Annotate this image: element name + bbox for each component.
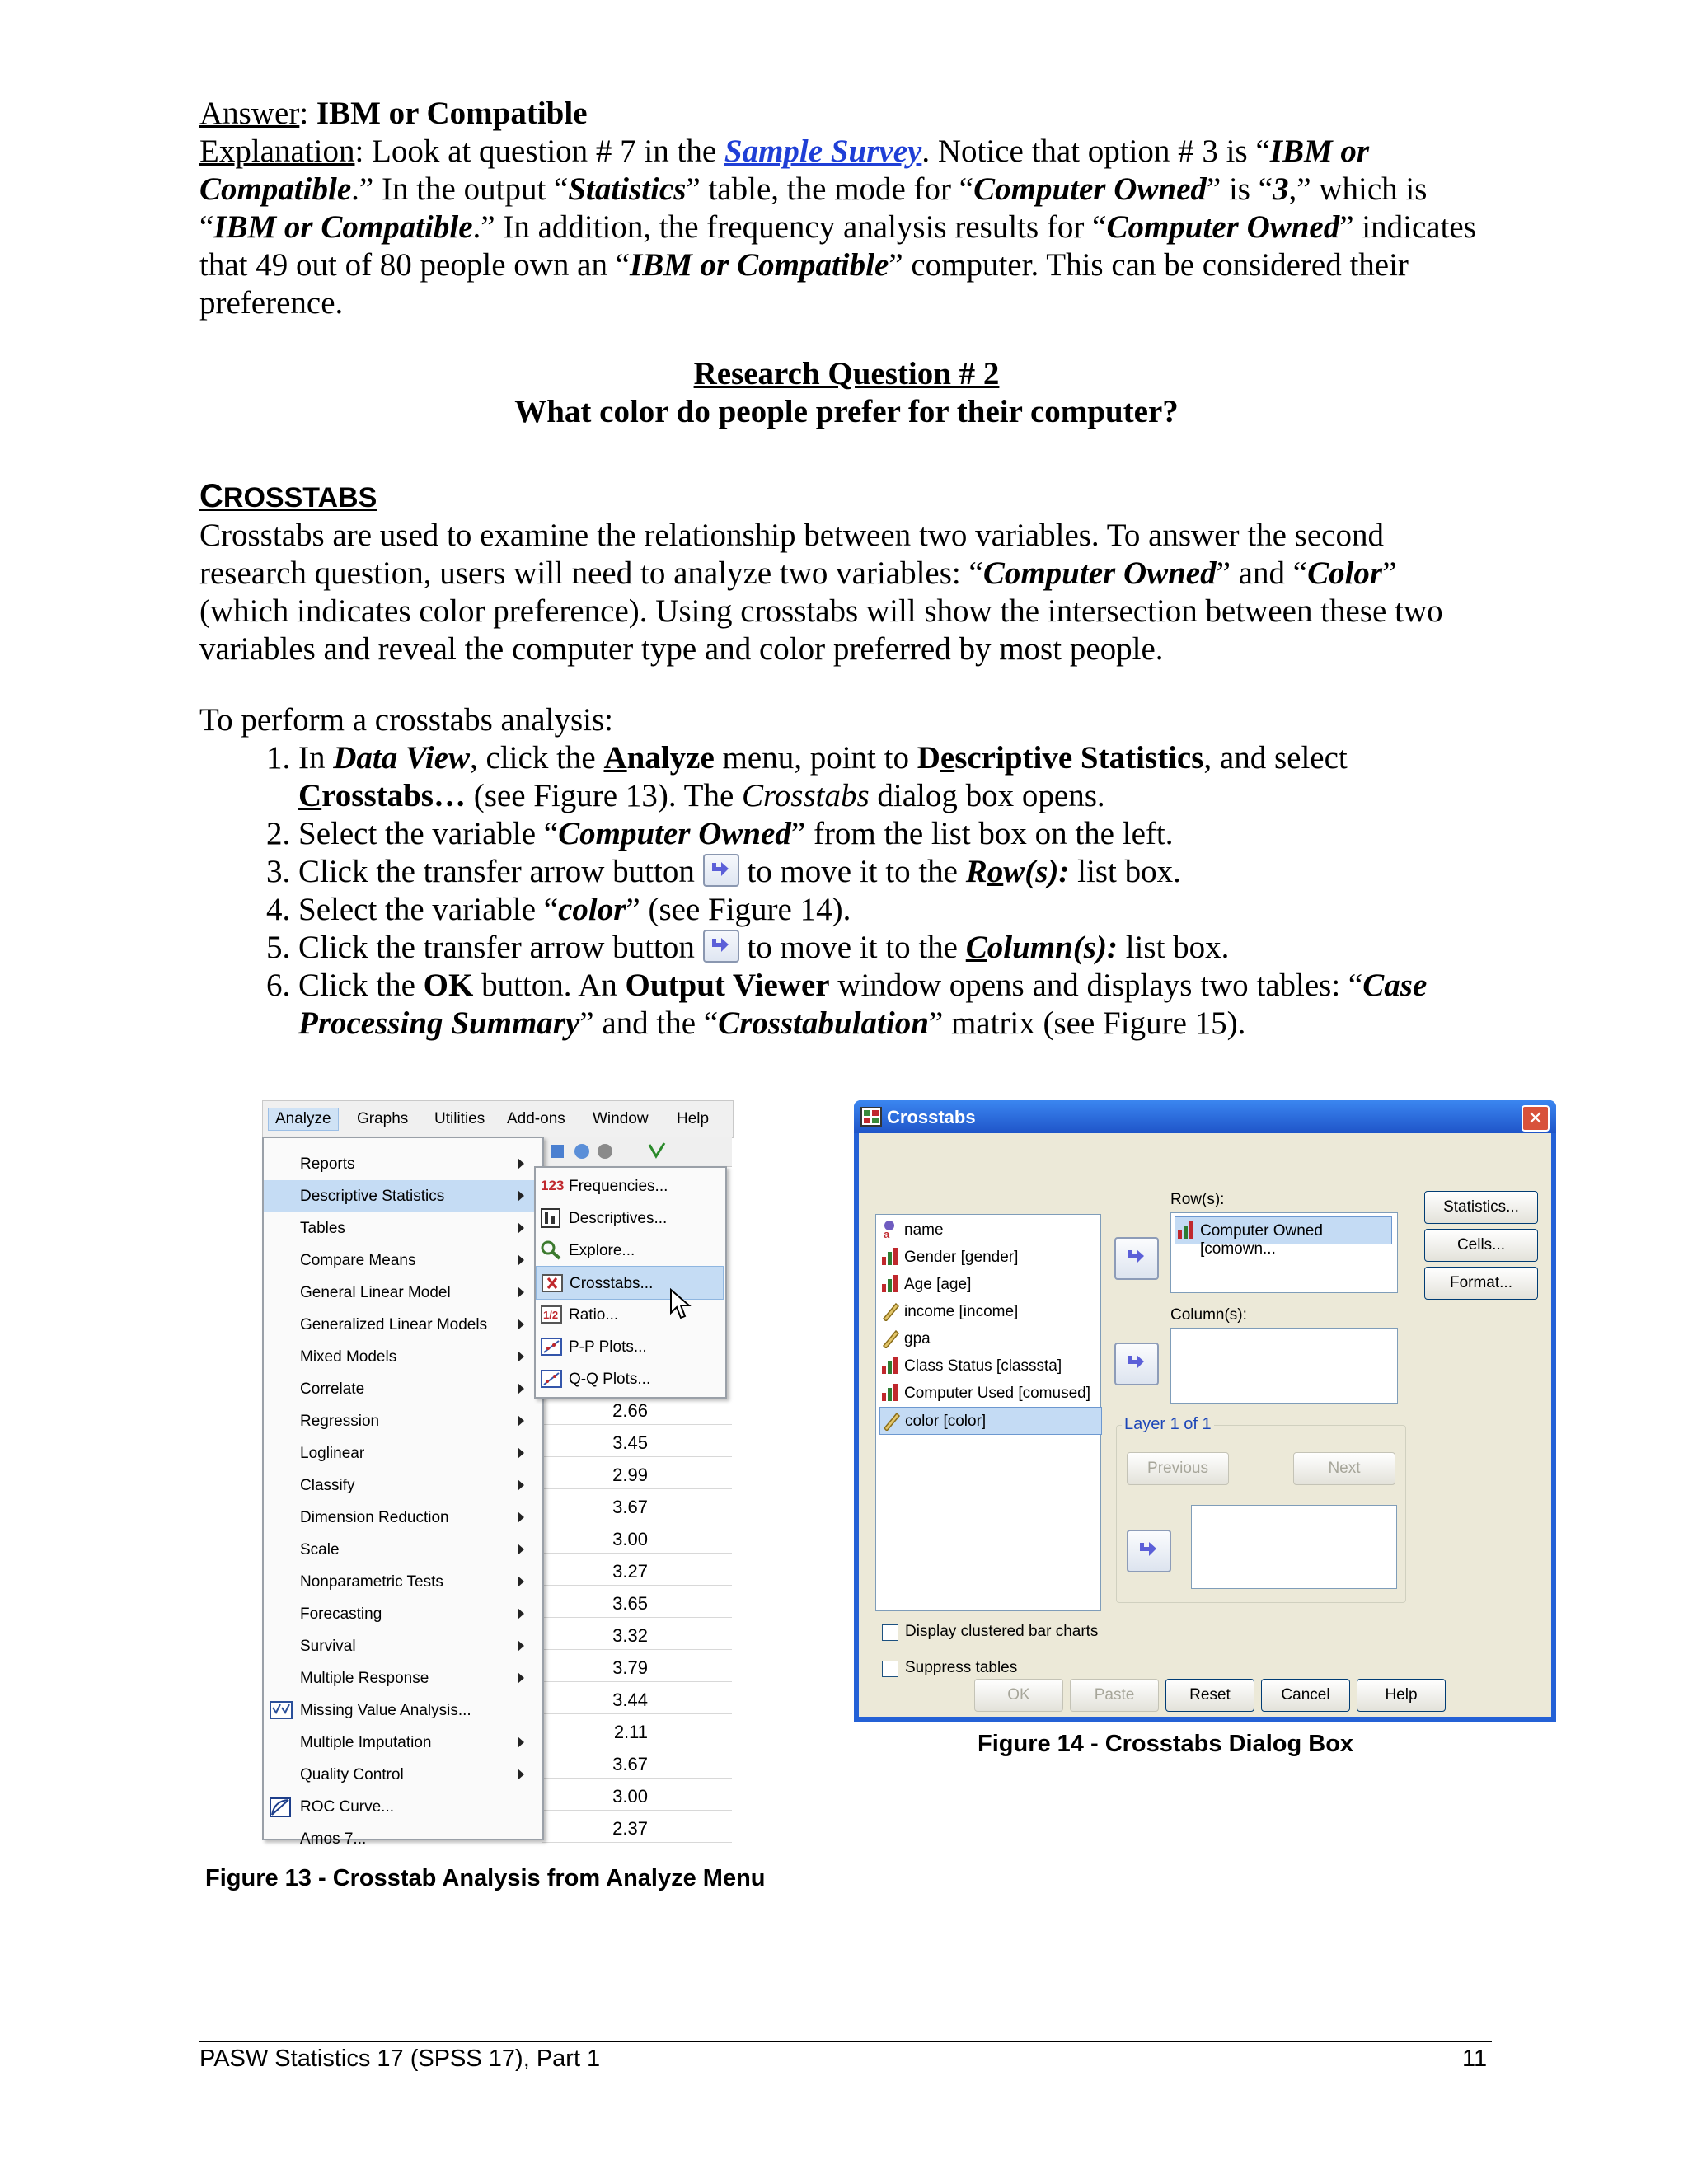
reset-button[interactable]: Reset xyxy=(1165,1679,1254,1712)
ok-button[interactable]: OK xyxy=(974,1679,1063,1712)
submenu-item-explore[interactable]: Explore... xyxy=(536,1234,722,1266)
step-6: 6. Click the OK button. An Output Viewer window opens and displays two tables: “Case Processing Summary” and the “Crosstabulation” matrix (see Figure 15). xyxy=(298,967,1493,1043)
menu-item-descriptive-statistics[interactable]: Descriptive Statistics xyxy=(264,1180,539,1212)
menu-item-forecasting[interactable]: Forecasting xyxy=(264,1598,539,1629)
data-cell: 2.11 xyxy=(542,1713,732,1746)
submenu-item-qq-plots[interactable]: Q-Q Plots... xyxy=(536,1362,722,1394)
footer-divider xyxy=(199,2041,1492,2042)
variable-item[interactable]: Computer Used [comused] xyxy=(879,1380,1100,1406)
document-body xyxy=(199,95,1493,1043)
answer-value: IBM or Compatible xyxy=(316,96,588,131)
data-cell: 2.66 xyxy=(542,1392,732,1425)
submenu-arrow-icon xyxy=(518,1672,524,1684)
layer-list[interactable] xyxy=(1191,1505,1397,1589)
data-cell: 3.45 xyxy=(542,1424,732,1457)
toolbar-icon xyxy=(598,1144,612,1159)
explanation-paragraph: Explanation: Look at question # 7 in the Sample Survey. Notice that option # 3 is “IBM or Compatible.” In the output “Statistics” table, the mode for “Computer Owned” is “3,” which is “IBM or Compatible.” In addition, the frequency analysis results for “Computer Owned” indicates that 49 out of 80 people own an “IBM or Compatible” computer. This can be considered their preference. xyxy=(199,134,1476,321)
submenu-arrow-icon xyxy=(518,1544,524,1555)
columns-label: Column(s): xyxy=(1170,1306,1247,1324)
variable-item[interactable]: Class Status [classsta] xyxy=(879,1352,1100,1379)
nominal-variable-icon xyxy=(881,1383,899,1403)
menu-item-missing-value-analysis[interactable]: Missing Value Analysis... xyxy=(264,1694,539,1726)
submenu-arrow-icon xyxy=(518,1576,524,1587)
step-3: 3. Click the transfer arrow button to move it to the Row(s): list box. xyxy=(298,853,1493,891)
menu-item-classify[interactable]: Classify xyxy=(264,1469,539,1501)
string-variable-icon xyxy=(881,1220,899,1240)
submenu-arrow-icon xyxy=(518,1447,524,1459)
descriptives-icon xyxy=(541,1208,562,1228)
scale-variable-icon xyxy=(881,1301,899,1321)
menu-item-correlate[interactable]: Correlate xyxy=(264,1373,539,1404)
menu-item-general-linear-model[interactable]: General Linear Model xyxy=(264,1277,539,1308)
step-2: 2. Select the variable “Computer Owned” from the list box on the left. xyxy=(298,815,1493,853)
nominal-variable-icon xyxy=(881,1274,899,1294)
submenu-arrow-icon xyxy=(518,1351,524,1362)
submenu-arrow-icon xyxy=(518,1383,524,1394)
data-cell: 3.79 xyxy=(542,1649,732,1682)
checkbox-box xyxy=(882,1661,898,1677)
submenu-arrow-icon xyxy=(518,1479,524,1491)
row-transfer-button[interactable] xyxy=(1114,1237,1159,1280)
transfer-arrow-icon xyxy=(703,854,739,887)
layer-transfer-button[interactable] xyxy=(1127,1530,1171,1572)
figure-13-analyze-menu xyxy=(262,1100,732,1858)
step-1: 1. In Data View, click the Analyze menu, point to Descriptive Statistics, and select Crosstabs… (see Figure 13). The Crosstabs dialog box opens. xyxy=(298,739,1493,815)
menu-add-ons[interactable]: Add-ons xyxy=(507,1110,565,1127)
menu-item-survival[interactable]: Survival xyxy=(264,1630,539,1661)
step-5: 5. Click the transfer arrow button to move it to the Column(s): list box. xyxy=(298,929,1493,967)
toolbar-icon xyxy=(551,1145,564,1158)
menu-graphs[interactable]: Graphs xyxy=(357,1110,409,1127)
paste-button[interactable]: Paste xyxy=(1070,1679,1159,1712)
qq-plots-icon xyxy=(541,1369,562,1389)
variable-item[interactable]: income [income] xyxy=(879,1298,1100,1324)
roc-curve-icon xyxy=(270,1797,291,1817)
data-cell: 3.67 xyxy=(542,1488,732,1521)
menu-item-regression[interactable]: Regression xyxy=(264,1405,539,1436)
menu-item-compare-means[interactable]: Compare Means xyxy=(264,1244,539,1276)
column-transfer-button[interactable] xyxy=(1114,1343,1159,1385)
transfer-arrow-icon xyxy=(1137,1540,1159,1559)
checkbox-box xyxy=(882,1624,898,1641)
submenu-item-ratio[interactable]: 1/2 Ratio... xyxy=(536,1298,722,1330)
menu-window[interactable]: Window xyxy=(593,1110,649,1127)
crosstabs-dialog xyxy=(854,1100,1556,1722)
format-button[interactable]: Format... xyxy=(1424,1267,1538,1300)
layer-label: Layer 1 of 1 xyxy=(1122,1415,1214,1434)
submenu-arrow-icon xyxy=(518,1254,524,1266)
menu-item-roc-curve[interactable]: ROC Curve... xyxy=(264,1791,539,1822)
menu-utilities[interactable]: Utilities xyxy=(434,1110,485,1127)
intro-paragraph: Crosstabs are used to examine the relationship between two variables. To answer the second research question, users will need to analyze two variables: “Computer Owned” and “Color” (which indicates color preference). Using crosstabs will show the intersection between these two variables and reveal the computer type and color preferred by most people. xyxy=(199,518,1443,667)
menu-item-nonparametric-tests[interactable]: Nonparametric Tests xyxy=(264,1566,539,1597)
ratio-icon xyxy=(541,1305,562,1324)
data-cell: 3.44 xyxy=(542,1681,732,1714)
menu-bar xyxy=(262,1100,734,1138)
perform-line: To perform a crosstabs analysis: xyxy=(199,702,613,738)
data-cell: 3.32 xyxy=(542,1617,732,1650)
svg-text:a: a xyxy=(884,1228,890,1240)
crosstabs-icon xyxy=(860,1107,882,1127)
dialog-titlebar xyxy=(854,1100,1556,1133)
page-number: 11 xyxy=(1462,2046,1488,2072)
row-variable-item[interactable]: Computer Owned [comown... xyxy=(1175,1216,1392,1244)
submenu-arrow-icon xyxy=(518,1286,524,1298)
data-cell: 3.00 xyxy=(542,1778,732,1811)
nominal-variable-icon xyxy=(881,1356,899,1376)
variable-item[interactable]: gpa xyxy=(879,1325,1100,1352)
previous-button[interactable]: Previous xyxy=(1127,1452,1229,1485)
frequencies-icon xyxy=(541,1176,565,1194)
svg-text:123: 123 xyxy=(541,1178,565,1193)
menu-item-dimension-reduction[interactable]: Dimension Reduction xyxy=(264,1502,539,1533)
variable-item[interactable]: Gender [gender] xyxy=(879,1244,1100,1270)
dialog-body: a name Gender [gender] Age [age] income [income] gpa Class Status [classsta] Computer Used [comused] color [color] Row(s): Computer Owned [comown... Column(s): Layer 1 of 1 Previous Next Statistics... Cells... Format... Display clustered bar charts Suppress tables OK Paste Reset Cancel Help xyxy=(859,1133,1551,1717)
toolbar-icon xyxy=(574,1144,589,1159)
submenu-arrow-icon xyxy=(518,1769,524,1780)
svg-text:1/2: 1/2 xyxy=(543,1309,559,1321)
crosstabs-icon xyxy=(542,1273,563,1293)
submenu-arrow-icon xyxy=(518,1415,524,1427)
step-4: 4. Select the variable “color” (see Figure 14). xyxy=(298,891,1493,929)
dialog-title: Crosstabs xyxy=(887,1107,976,1127)
data-cell: 2.37 xyxy=(542,1810,732,1843)
data-cell: 3.27 xyxy=(542,1553,732,1586)
toolbar xyxy=(541,1137,732,1167)
answer-label: Answer xyxy=(199,96,300,131)
cancel-button[interactable]: Cancel xyxy=(1261,1679,1350,1712)
descriptive-statistics-submenu xyxy=(534,1166,727,1399)
menu-item-reports[interactable]: Reports xyxy=(264,1148,539,1179)
transfer-arrow-icon xyxy=(703,930,739,963)
submenu-arrow-icon xyxy=(518,1319,524,1330)
menu-item-scale[interactable]: Scale xyxy=(264,1534,539,1565)
pp-plots-icon xyxy=(541,1337,562,1357)
data-cell: 3.67 xyxy=(542,1746,732,1779)
steps-list xyxy=(199,739,1493,1043)
submenu-arrow-icon xyxy=(518,1640,524,1652)
explanation-label: Explanation xyxy=(199,134,355,169)
menu-analyze[interactable]: Analyze xyxy=(268,1108,339,1131)
layer-group xyxy=(1116,1415,1406,1603)
menu-item-amos[interactable]: Amos 7... xyxy=(300,1830,367,1848)
submenu-arrow-icon xyxy=(518,1608,524,1619)
footer-title: PASW Statistics 17 (SPSS 17), Part 1 xyxy=(199,2046,601,2072)
section-heading: CROSSTABS xyxy=(199,478,377,514)
columns-list[interactable] xyxy=(1170,1328,1398,1404)
spellcheck-icon xyxy=(649,1143,664,1156)
menu-item-mixed-models[interactable]: Mixed Models xyxy=(264,1341,539,1372)
data-cell: 3.65 xyxy=(542,1585,732,1618)
menu-item-multiple-imputation[interactable]: Multiple Imputation xyxy=(264,1727,539,1758)
transfer-arrow-icon xyxy=(1125,1352,1146,1372)
statistics-button[interactable]: Statistics... xyxy=(1424,1191,1538,1224)
submenu-arrow-icon xyxy=(518,1222,524,1234)
rows-list[interactable] xyxy=(1170,1212,1398,1293)
nominal-variable-icon xyxy=(1177,1221,1195,1240)
submenu-item-crosstabs[interactable]: Crosstabs... xyxy=(536,1266,724,1300)
cells-button[interactable]: Cells... xyxy=(1424,1229,1538,1262)
submenu-arrow-icon xyxy=(518,1736,524,1748)
rows-label: Row(s): xyxy=(1170,1191,1225,1208)
data-cell: 3.00 xyxy=(542,1521,732,1554)
scale-variable-icon xyxy=(881,1329,899,1348)
mouse-cursor-icon xyxy=(669,1288,692,1321)
data-cell: 2.99 xyxy=(542,1456,732,1489)
close-button[interactable]: ✕ xyxy=(1522,1105,1550,1132)
figure-13-caption: Figure 13 - Crosstab Analysis from Analyze Menu xyxy=(205,1865,766,1891)
menu-item-generalized-linear-models[interactable]: Generalized Linear Models xyxy=(264,1309,539,1340)
submenu-item-pp-plots[interactable]: P-P Plots... xyxy=(536,1330,722,1362)
menu-item-tables[interactable]: Tables xyxy=(264,1212,539,1244)
analyze-dropdown xyxy=(262,1137,544,1848)
nominal-variable-icon xyxy=(881,1247,899,1267)
menu-help[interactable]: Help xyxy=(677,1110,710,1127)
answer-line: Answer: IBM or Compatible xyxy=(199,96,588,131)
research-question-text: What color do people prefer for their computer? xyxy=(514,394,1179,429)
transfer-arrow-icon xyxy=(1125,1247,1146,1267)
sample-survey-link[interactable]: Sample Survey xyxy=(724,134,922,169)
menu-item-multiple-response[interactable]: Multiple Response xyxy=(264,1662,539,1694)
figure-14-caption: Figure 14 - Crosstabs Dialog Box xyxy=(978,1731,1354,1757)
variable-item-selected[interactable]: color [color] xyxy=(879,1407,1102,1435)
menu-item-loglinear[interactable]: Loglinear xyxy=(264,1437,539,1469)
help-button[interactable]: Help xyxy=(1357,1679,1446,1712)
submenu-arrow-icon xyxy=(518,1158,524,1169)
variable-list[interactable] xyxy=(875,1214,1101,1611)
scale-variable-icon xyxy=(882,1411,900,1431)
submenu-item-descriptives[interactable]: Descriptives... xyxy=(536,1202,722,1234)
variable-item[interactable]: Age [age] xyxy=(879,1271,1100,1297)
variable-item[interactable]: a name xyxy=(879,1216,1100,1243)
explore-icon xyxy=(541,1240,562,1260)
menu-item-quality-control[interactable]: Quality Control xyxy=(264,1759,539,1790)
submenu-arrow-icon xyxy=(518,1511,524,1523)
research-question-title: Research Question # 2 xyxy=(693,356,1000,391)
missing-value-icon xyxy=(270,1701,293,1719)
next-button[interactable]: Next xyxy=(1293,1452,1395,1485)
submenu-arrow-icon xyxy=(518,1190,524,1202)
submenu-item-frequencies[interactable]: 123 Frequencies... xyxy=(541,1178,668,1195)
